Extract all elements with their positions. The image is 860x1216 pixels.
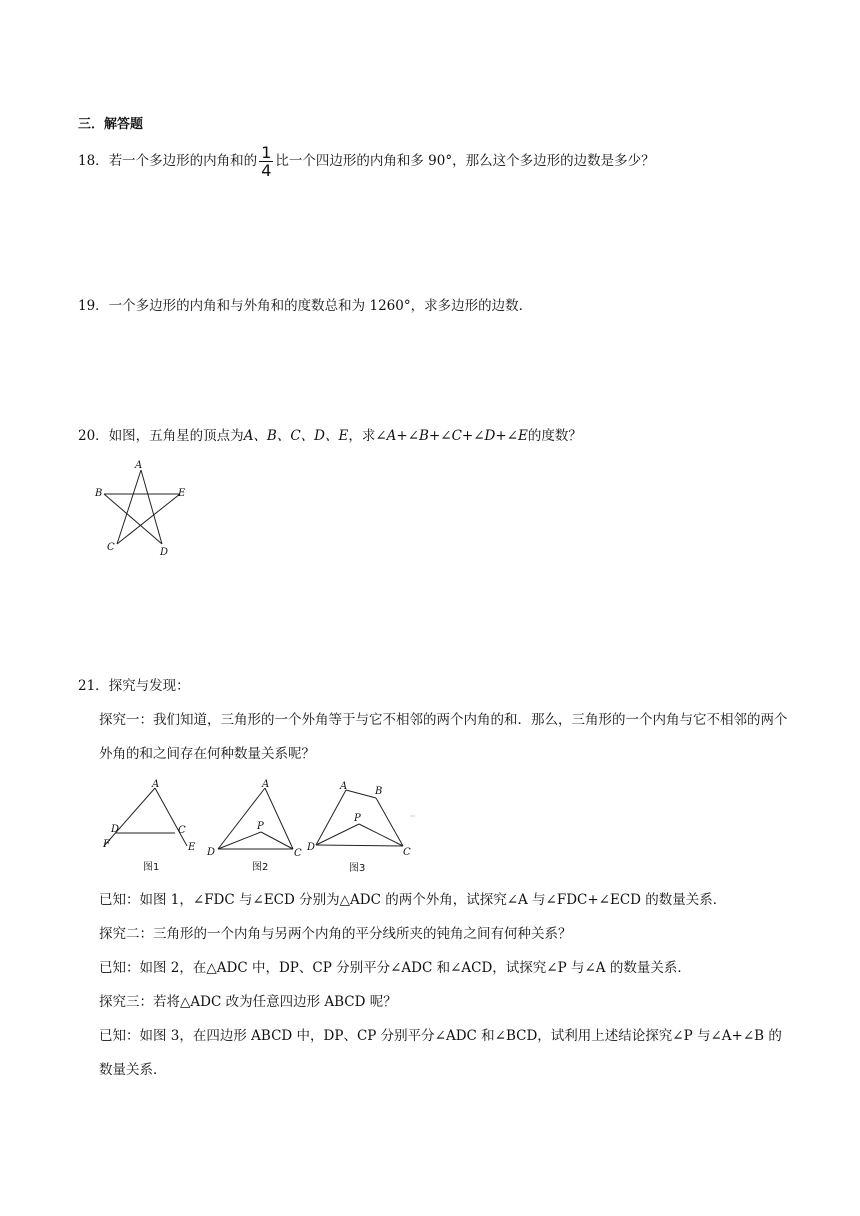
question-20 bbox=[78, 426, 582, 446]
question-number: 18． bbox=[78, 153, 109, 169]
fig2-label-C: C bbox=[294, 848, 302, 859]
fig2-label-P: P bbox=[257, 821, 264, 832]
fig3-label-A: A bbox=[340, 781, 348, 792]
fraction bbox=[259, 144, 273, 179]
fig3-label-C: C bbox=[403, 847, 411, 858]
fig1-label-E: E bbox=[188, 842, 196, 853]
label-B: B bbox=[95, 488, 103, 499]
fig1-label-D: D bbox=[111, 824, 120, 835]
question-text-mid: ，求 bbox=[348, 428, 376, 444]
explore-2: 探究二：三角形的一个内角与另两个内角的平分线所夹的钝角之间有何种关系？ bbox=[99, 926, 572, 942]
fraction-numerator: 1 bbox=[261, 143, 272, 162]
star-edge bbox=[104, 494, 162, 544]
known-2: 已知：如图 2，在△ADC 中，DP、CP 分别平分∠ADC 和∠ACD，试探究∠P 与∠A 的数量关系． bbox=[99, 960, 691, 976]
question-number: 19． bbox=[78, 298, 109, 314]
section-title: 三．解答题 bbox=[78, 117, 144, 132]
explore-3: 探究三：若将△ADC 改为任意四边形 ABCD 呢？ bbox=[99, 994, 397, 1010]
explore-1: 探究一：我们知道，三角形的一个外角等于与它不相邻的两个内角的和．那么，三角形的一个内角与它不相邻的两个外角的和之间存在何种数量关系呢？ bbox=[99, 712, 788, 762]
known-1: 已知：如图 1，∠FDC 与∠ECD 分别为△ADC 的两个外角，试探究∠A 与∠FDC+∠ECD 的数量关系． bbox=[99, 892, 727, 908]
question-text-post: 的度数？ bbox=[527, 428, 582, 444]
angle-expression: ∠A+∠B+∠C+∠D+∠E bbox=[375, 428, 528, 444]
question-title: 探究与发现： bbox=[108, 678, 190, 694]
fig3-label-P: P bbox=[354, 813, 361, 824]
fig3-caption: 图3 bbox=[349, 863, 366, 874]
fig3-label-B: B bbox=[375, 786, 383, 797]
question-text-before: 若一个多边形的内角和的 bbox=[108, 153, 258, 169]
label-C: C bbox=[107, 542, 115, 553]
question-number: 20． bbox=[78, 428, 109, 444]
question-18 bbox=[78, 144, 655, 179]
fig1-label-A: A bbox=[152, 779, 160, 790]
label-A: A bbox=[135, 460, 143, 471]
fig2-caption: 图2 bbox=[252, 862, 269, 873]
question-number: 21． bbox=[78, 678, 109, 694]
question-text-after: 比一个四边形的内角和多 90°，那么这个多边形的边数是多少？ bbox=[275, 153, 655, 169]
question-text-pre: 如图，五角星的顶点为 bbox=[108, 428, 244, 444]
explore-figures bbox=[95, 776, 430, 876]
question-21-title bbox=[78, 676, 190, 696]
fraction-denominator: 4 bbox=[261, 161, 272, 180]
vertex-names: A、B、C、D、E bbox=[243, 428, 349, 444]
star-edge bbox=[141, 470, 162, 544]
fig3-label-D: D bbox=[307, 842, 316, 853]
label-E: E bbox=[178, 488, 186, 499]
fig1-label-C: C bbox=[178, 825, 186, 836]
fig1-label-F: F bbox=[103, 839, 110, 850]
star-edge bbox=[117, 494, 180, 544]
fig2-label-D: D bbox=[207, 847, 216, 858]
question-text: 一个多边形的内角和与外角和的度数总和为 1260°，求多边形的边数． bbox=[108, 298, 533, 314]
star-edge bbox=[117, 470, 141, 544]
question-19 bbox=[78, 296, 532, 316]
pentagram-figure bbox=[90, 458, 200, 560]
fig2-label-A: A bbox=[262, 779, 270, 790]
fig1-caption: 图1 bbox=[143, 862, 160, 873]
known-3: 已知：如图 3，在四边形 ABCD 中，DP、CP 分别平分∠ADC 和∠BCD，试利用上述结论探究∠P 与∠A+∠B 的数量关系． bbox=[99, 1028, 782, 1078]
label-D: D bbox=[160, 547, 169, 558]
